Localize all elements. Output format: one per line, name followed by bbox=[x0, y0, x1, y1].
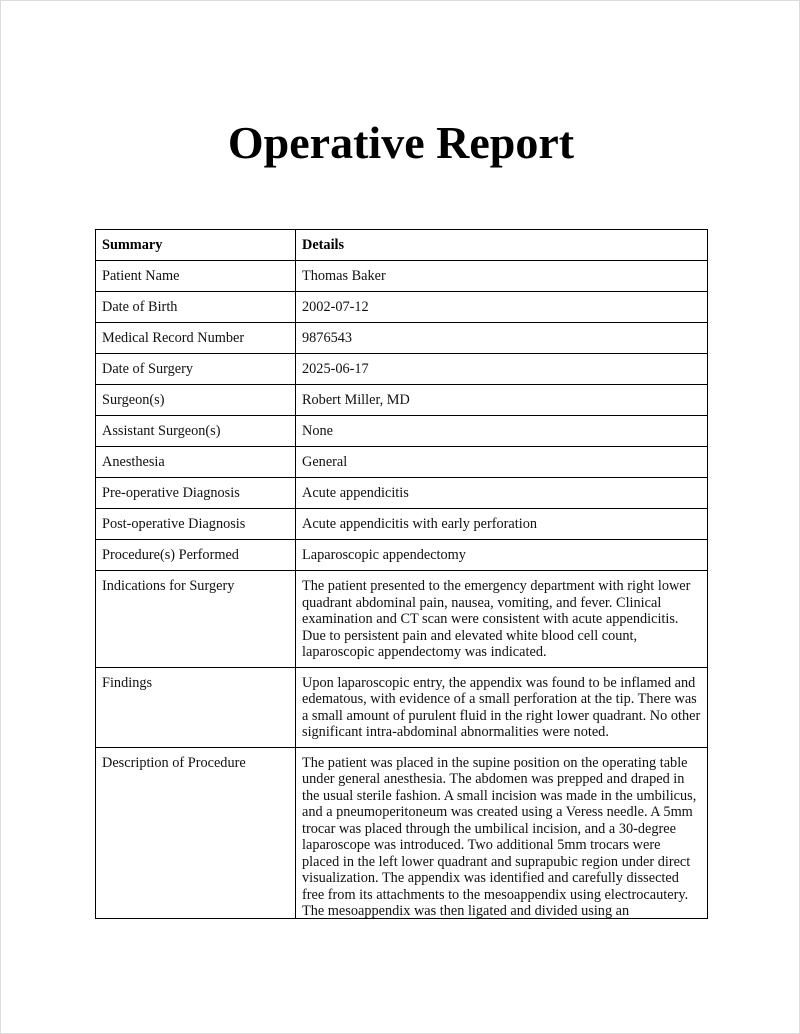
table-row bbox=[96, 323, 708, 354]
table-row bbox=[96, 354, 708, 385]
page-title: Operative Report bbox=[227, 117, 575, 168]
row-label-findings: Findings bbox=[96, 667, 296, 747]
row-value-date-of-surgery: 2025-06-17 bbox=[296, 354, 708, 385]
row-value-surgeons: Robert Miller, MD bbox=[296, 385, 708, 416]
row-label-date-of-surgery: Date of Surgery bbox=[96, 354, 296, 385]
table-row bbox=[96, 261, 708, 292]
row-label-procedures-performed: Procedure(s) Performed bbox=[96, 540, 296, 571]
row-value-indications: The patient presented to the emergency department with right lower quadrant abdominal pain, nausea, vomiting, and fever. Clinical examination and CT scan were consistent with acute appendicitis. Due to persistent pain and elevated white blood cell count, laparoscopic appendectomy was indicated. bbox=[296, 571, 708, 668]
procedure-description-text: The patient was placed in the supine position on the operating table under general anesthesia. The abdomen was prepped and draped in the usual sterile fashion. A small incision was made in the umbilicus, and a pneumoperitoneum was created using a Veress needle. A 5mm trocar was placed through the umbilical incision, and a 30-degree laparoscope was introduced. Two additional 5mm trocars were placed in the left lower quadrant and suprapubic region under direct visualization. The appendix was identified and carefully dissected free from its attachments to the mesoappendix using electrocautery. The mesoappendix was then ligated and divided using an bbox=[302, 754, 697, 918]
table-header-row bbox=[96, 230, 708, 261]
row-label-description-of-procedure: Description of Procedure bbox=[96, 747, 296, 918]
row-label-patient-name: Patient Name bbox=[96, 261, 296, 292]
table-row bbox=[96, 747, 708, 918]
row-label-medical-record-number: Medical Record Number bbox=[96, 323, 296, 354]
row-value-pre-operative-diagnosis: Acute appendicitis bbox=[296, 478, 708, 509]
table-row bbox=[96, 292, 708, 323]
row-label-post-operative-diagnosis: Post-operative Diagnosis bbox=[96, 509, 296, 540]
row-value-assistant-surgeons: None bbox=[296, 416, 708, 447]
row-value-medical-record-number: 9876543 bbox=[296, 323, 708, 354]
table-row bbox=[96, 571, 708, 668]
report-table bbox=[95, 229, 708, 919]
row-label-indications: Indications for Surgery bbox=[96, 571, 296, 668]
table-row bbox=[96, 385, 708, 416]
column-header-summary: Summary bbox=[96, 230, 296, 261]
row-label-surgeons: Surgeon(s) bbox=[96, 385, 296, 416]
table-row bbox=[96, 447, 708, 478]
row-value-date-of-birth: 2002-07-12 bbox=[296, 292, 708, 323]
table-row bbox=[96, 667, 708, 747]
row-value-description-of-procedure bbox=[296, 747, 708, 918]
row-value-post-operative-diagnosis: Acute appendicitis with early perforation bbox=[296, 509, 708, 540]
table-row bbox=[96, 416, 708, 447]
row-value-procedures-performed: Laparoscopic appendectomy bbox=[296, 540, 708, 571]
row-label-pre-operative-diagnosis: Pre-operative Diagnosis bbox=[96, 478, 296, 509]
row-label-assistant-surgeons: Assistant Surgeon(s) bbox=[96, 416, 296, 447]
row-label-date-of-birth: Date of Birth bbox=[96, 292, 296, 323]
column-header-details: Details bbox=[296, 230, 708, 261]
table-row bbox=[96, 478, 708, 509]
row-value-findings: Upon laparoscopic entry, the appendix was found to be inflamed and edematous, with evidence of a small perforation at the tip. There was a small amount of purulent fluid in the right lower quadrant. No other significant intra-abdominal abnormalities were noted. bbox=[296, 667, 708, 747]
table-row bbox=[96, 540, 708, 571]
table-row bbox=[96, 509, 708, 540]
row-label-anesthesia: Anesthesia bbox=[96, 447, 296, 478]
row-value-patient-name: Thomas Baker bbox=[296, 261, 708, 292]
row-value-anesthesia: General bbox=[296, 447, 708, 478]
